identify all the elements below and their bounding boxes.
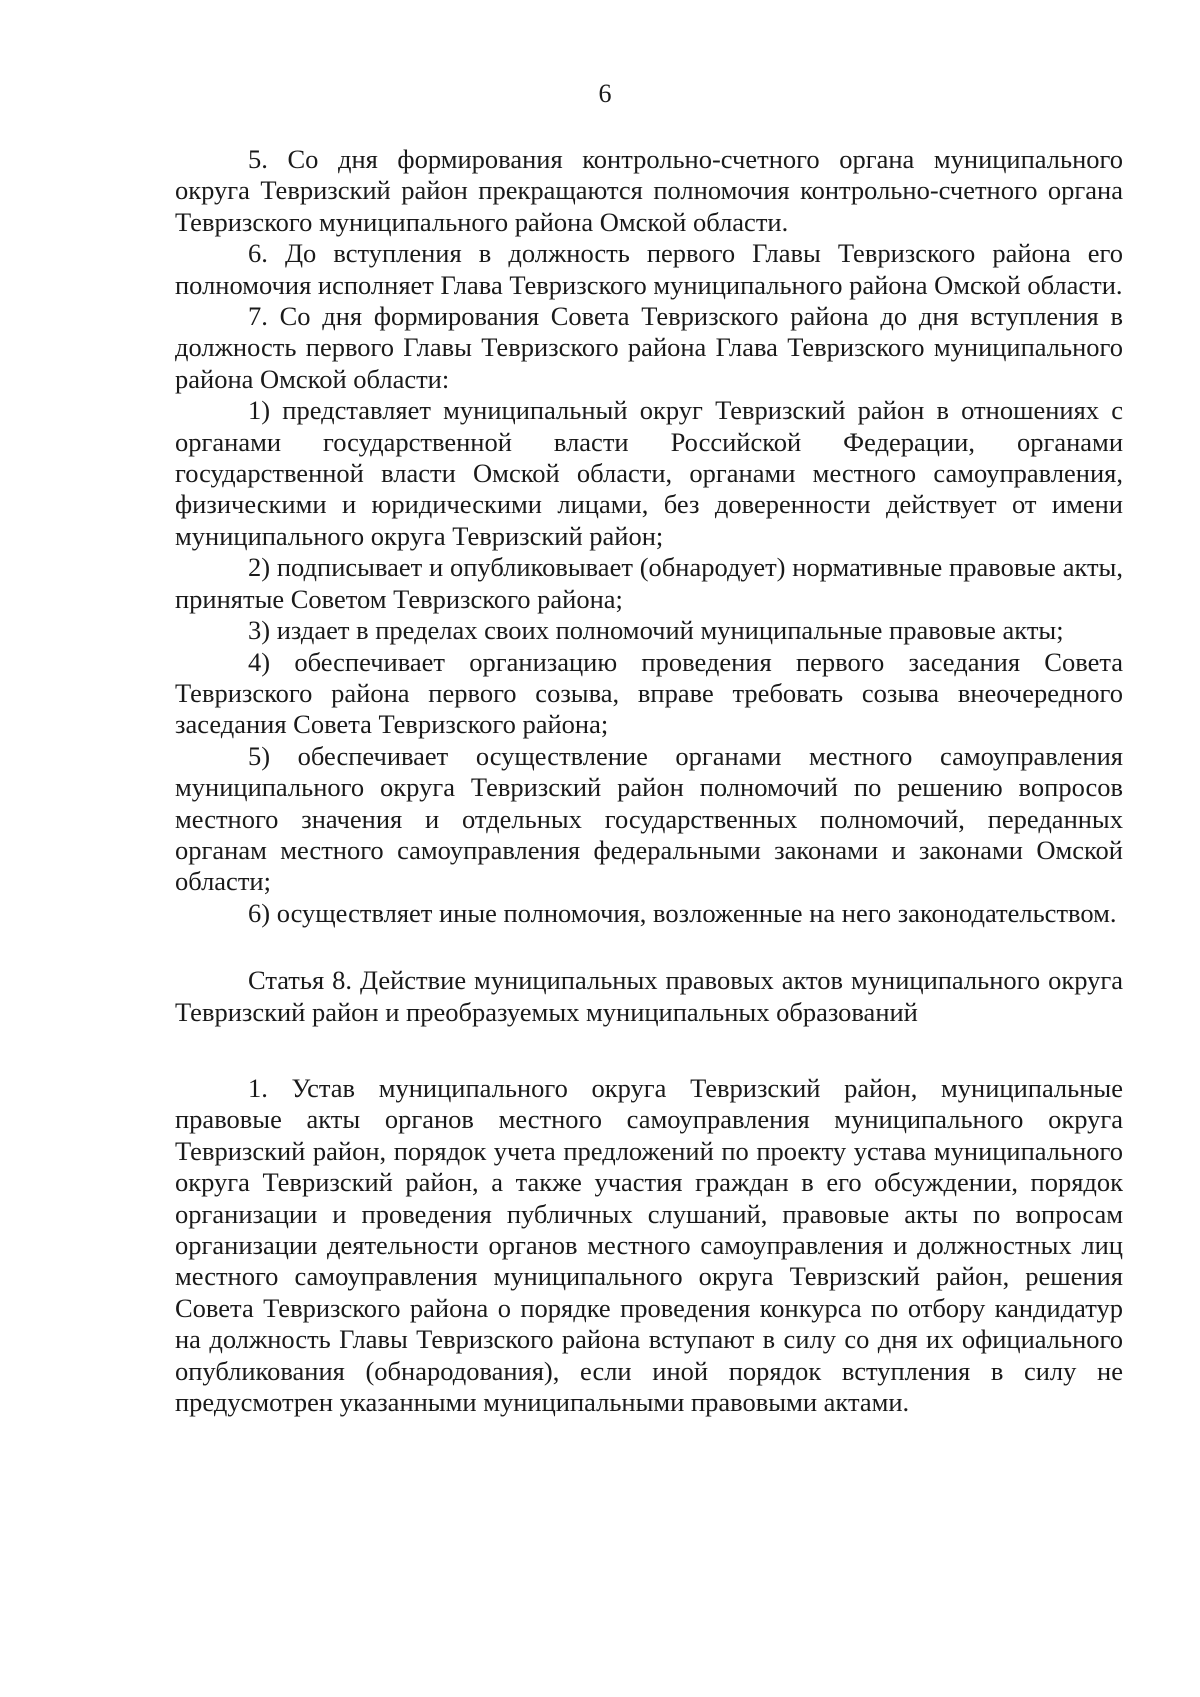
list-item-3-issues-acts: 3) издает в пределах своих полномочий муниципальные правовые акты;: [248, 615, 1064, 646]
article-8-paragraph-1: 1. Устав муниципального округа Тевризский район, муниципальные правовые акты органов местного самоуправления муниципального округа Тевризский район, порядок учета предложений по проекту устава муниципального округа Тевризский район, а также участия граждан в его обсуждении, порядок организации и проведения публичных слушаний, правовые акты по вопросам организации деятельности органов местного самоуправления и должностных лиц местного самоуправления муниципального округа Тевризский район, решения Совета Тевризского района о порядке проведения конкурса по отбору кандидатур на должность Главы Тевризского района вступают в силу со дня их официального опубликования (обнародования), если иной порядок вступления в силу не предусмотрен указанными муниципальными правовыми актами.: [175, 1072, 1123, 1418]
list-item-5-ensures-powers: 5) обеспечивает осуществление органами местного самоуправления муниципального округа Тевризский район полномочий по решению вопросов местного значения и отдельных государственных полномочий, переданных органам местного самоуправления федеральными законами и законами Омской области;: [175, 740, 1123, 897]
paragraph-6-head-powers: 6. До вступления в должность первого Главы Тевризского района его полномочия исполняет Глава Тевризского муниципального района Омской области.: [175, 238, 1123, 300]
list-item-6-other-powers: 6) осуществляет иные полномочия, возложенные на него законодательством.: [248, 897, 1117, 928]
list-item-1-represents: 1) представляет муниципальный округ Тевризский район в отношениях с органами государственной власти Российской Федерации, органами государственной власти Омской области, органами местного самоуправления, физическими и юридическими лицами, без доверенности действует от имени муниципального округа Тевризский район;: [175, 395, 1123, 551]
list-item-4-first-session: 4) обеспечивает организацию проведения первого заседания Совета Тевризского района первого созыва, вправе требовать созыва внеочередного заседания Совета Тевризского района;: [175, 646, 1123, 740]
document-body: [175, 144, 1123, 1418]
article-8-heading: Статья 8. Действие муниципальных правовых актов муниципального округа Тевризский район и преобразуемых муниципальных образований: [175, 965, 1123, 1027]
page-number: 6: [598, 79, 612, 108]
list-item-2-signs-acts: 2) подписывает и опубликовывает (обнародует) нормативные правовые акты, принятые Советом Тевризского района;: [175, 552, 1123, 614]
paragraph-5-audit-body: 5. Со дня формирования контрольно-счетного органа муниципального округа Тевризский район прекращаются полномочия контрольно-счетного органа Тевризского муниципального района Омской области.: [175, 144, 1123, 237]
paragraph-7-council-formation: 7. Со дня формирования Совета Тевризского района до дня вступления в должность первого Главы Тевризского района Глава Тевризского муниципального района Омской области:: [175, 301, 1123, 394]
